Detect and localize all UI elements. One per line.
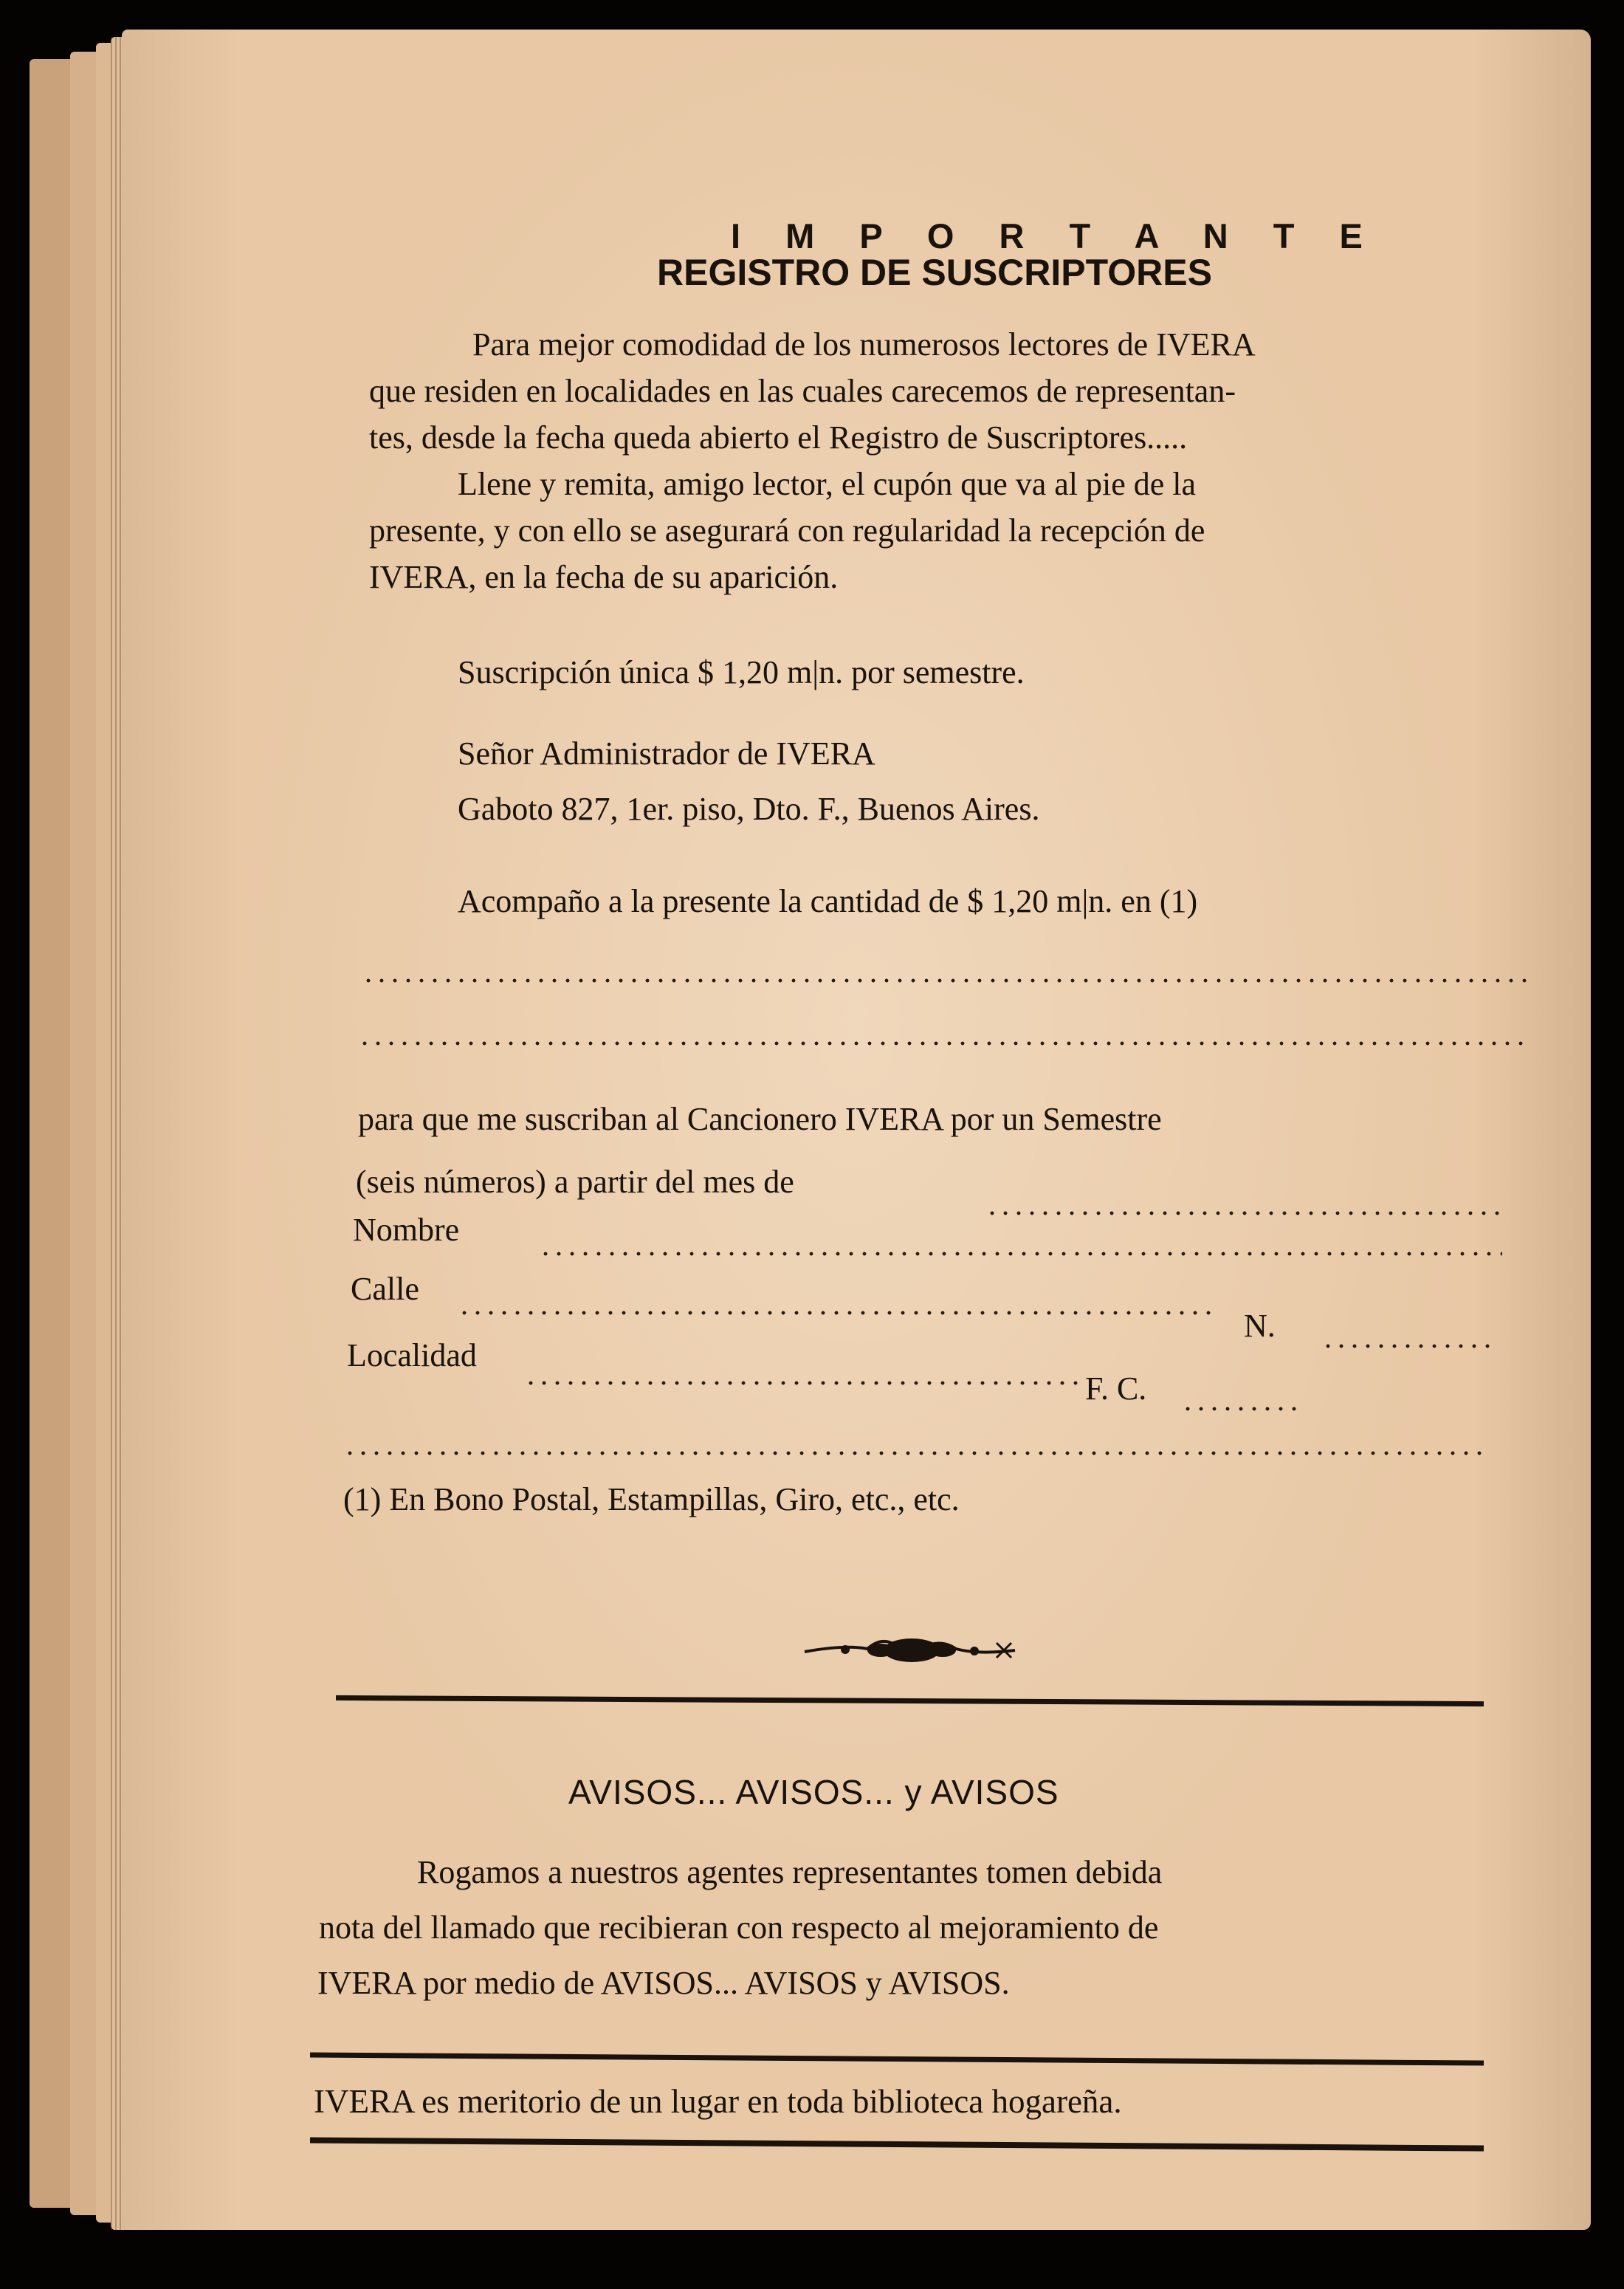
intro-line: tes, desde la fecha queda abierto el Registro de Suscriptores.....: [369, 419, 1188, 456]
footnote: (1) En Bono Postal, Estampillas, Giro, etc., etc.: [343, 1481, 960, 1517]
ads-title: AVISOS... AVISOS... y AVISOS: [568, 1773, 1059, 1811]
ornament-icon: [801, 1628, 1022, 1672]
blank-line: [358, 1041, 1532, 1046]
intro-line: Llene y remita, amigo lector, el cupón que va al pie de la: [458, 466, 1197, 502]
name-label: Nombre: [353, 1212, 460, 1248]
name-blank: [539, 1252, 1502, 1256]
number-blank: [1321, 1344, 1491, 1348]
street-label: Calle: [351, 1271, 419, 1307]
locality-blank: [524, 1381, 1078, 1385]
ads-line: IVERA por medio de AVISOS... AVISOS y AVISOS.: [317, 1965, 1010, 2001]
blank-line: [343, 1451, 1487, 1455]
intro-paragraph: [369, 321, 1543, 600]
fc-blank: [1181, 1407, 1299, 1411]
addressee-line: Señor Administrador de IVERA: [458, 735, 875, 772]
locality-label: Localidad: [347, 1337, 477, 1373]
intro-line: presente, y con ello se asegurará con regularidad la recepción de: [369, 512, 1205, 549]
price-line: Suscripción única $ 1,20 m|n. por semestre.: [458, 654, 1025, 690]
footer-slogan: IVERA es meritorio de un lugar en toda biblioteca hogareña.: [314, 2083, 1122, 2120]
intro-line: Para mejor comodidad de los numerosos lectores de IVERA: [472, 326, 1256, 363]
ads-line: Rogamos a nuestros agentes representantes tomen debida: [417, 1854, 1163, 1890]
number-label: N.: [1244, 1308, 1276, 1344]
month-blank: [985, 1211, 1502, 1215]
street-blank: [458, 1311, 1218, 1315]
address-line: Gaboto 827, 1er. piso, Dto. F., Buenos Aires.: [458, 791, 1040, 827]
blank-line: [362, 978, 1535, 983]
purpose-line: (seis números) a partir del mes de: [356, 1164, 794, 1200]
ads-line: nota del llamado que recibieran con respecto al mejoramiento de: [319, 1909, 1159, 1946]
intro-line: IVERA, en la fecha de su aparición.: [369, 559, 839, 595]
intro-line: que residen en localidades en las cuales carecemos de representan-: [369, 373, 1236, 409]
amount-line: Acompaño a la presente la cantidad de $ 1,20 m|n. en (1): [458, 883, 1198, 919]
heading-registro: REGISTRO DE SUSCRIPTORES: [657, 252, 1212, 293]
heading-importante: I M P O R T A N T E: [731, 216, 1380, 255]
fc-label: F. C.: [1085, 1370, 1147, 1407]
purpose-line: para que me suscriban al Cancionero IVERA por un Semestre: [358, 1101, 1162, 1137]
